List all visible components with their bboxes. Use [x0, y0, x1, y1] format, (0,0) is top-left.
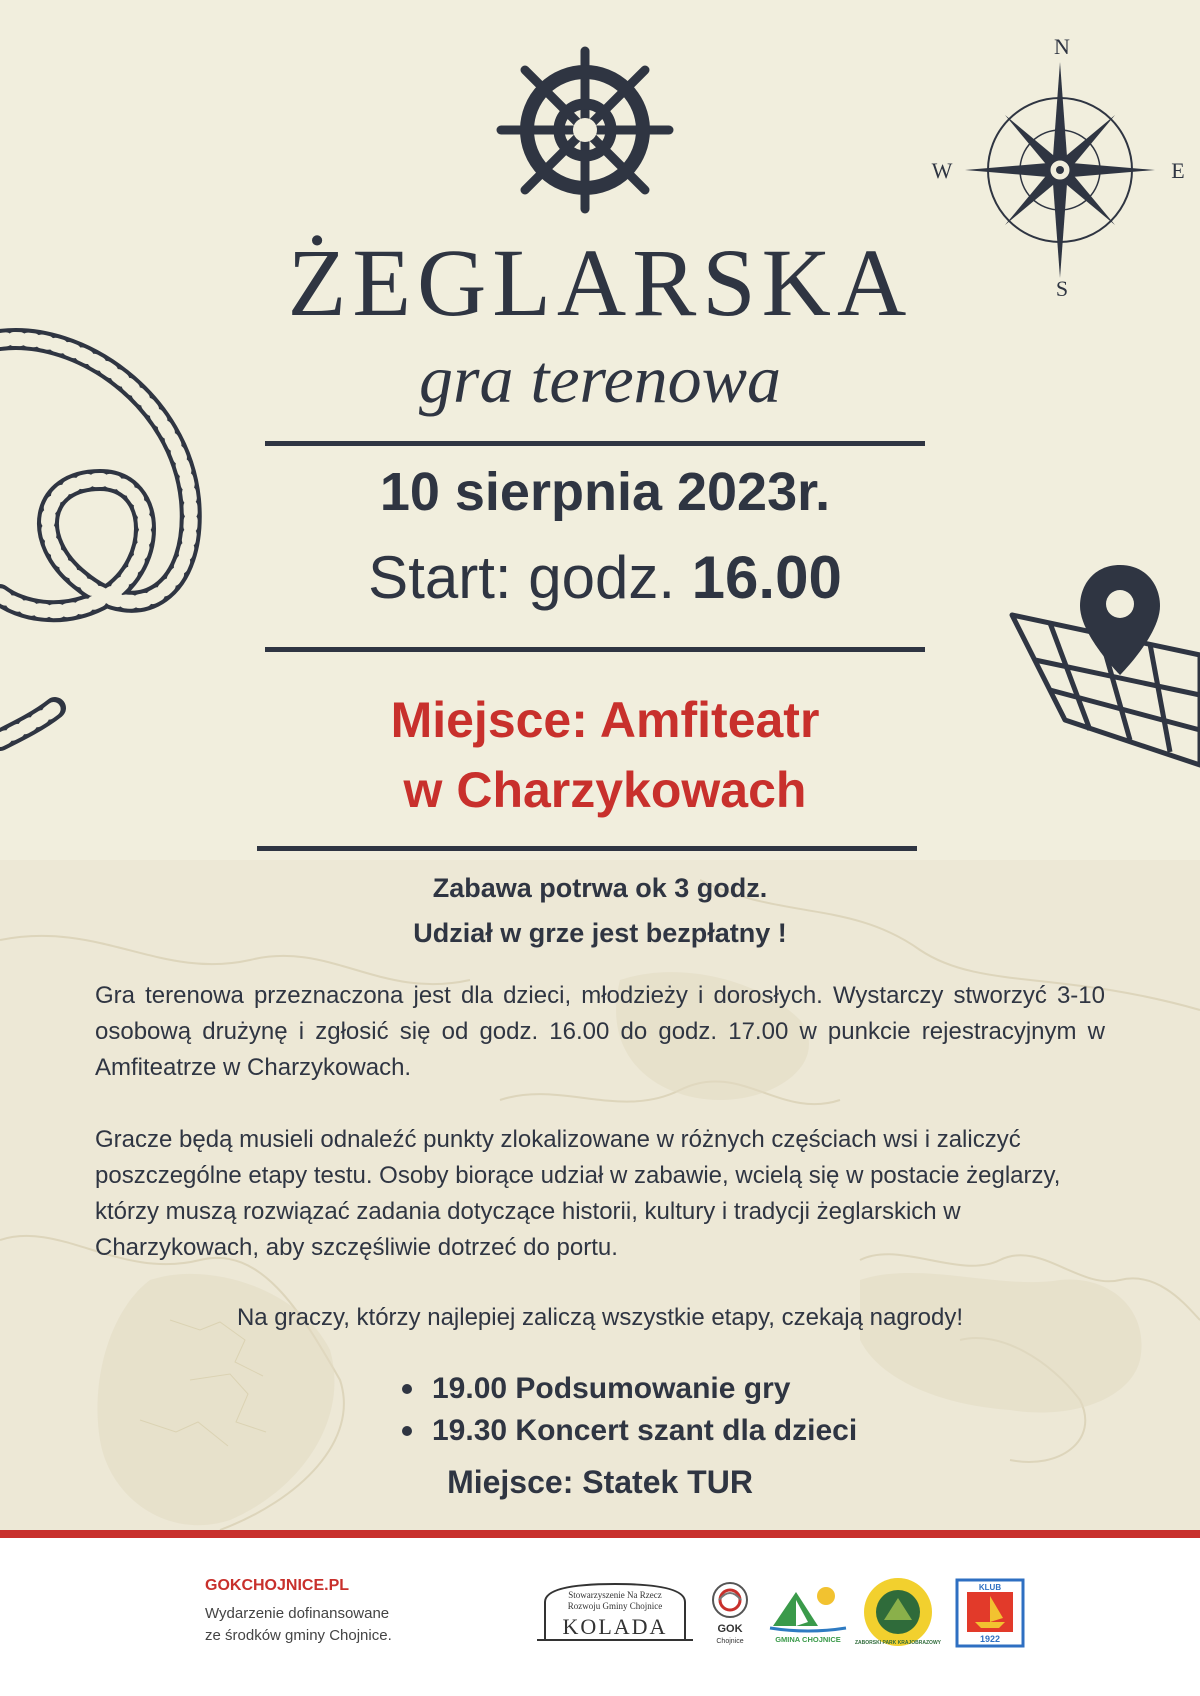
funding-line-1: Wydarzenie dofinansowane	[205, 1605, 390, 1622]
venue-line-1: Miejsce: Amfiteatr	[390, 692, 820, 748]
venue	[200, 685, 1010, 825]
prizes-text: Na graczy, którzy najlepiej zaliczą wszystkie etapy, czekają nagrody!	[236, 1304, 964, 1331]
svg-text:KLUB: KLUB	[978, 1583, 1002, 1592]
ship-wheel-icon	[495, 45, 675, 215]
divider-line	[265, 647, 925, 652]
start-time: 16.00	[691, 544, 842, 611]
gmina-chojnice-logo	[768, 1578, 848, 1646]
schedule-list	[400, 1368, 1000, 1452]
key-info	[200, 866, 1000, 956]
website-link[interactable]: GOKCHOJNICE.PL	[205, 1577, 350, 1594]
description-paragraph-2: Gracze będą musieli odnaleźć punkty zlokalizowane w różnych częściach wsi i zaliczyć poszczególne etapy testu. Osoby biorące udział w zabawie, wcielą się w postacie żeglarzy, którzy muszą rozwiązać zadania dotyczące historii, kultury i tradycji żeglarskich w Charzykowach, aby szczęśliwie dotrzeć do portu.	[95, 1126, 1061, 1261]
divider-line	[265, 441, 925, 446]
svg-text:Rozwoju Gminy Chojnice: Rozwoju Gminy Chojnice	[567, 1601, 663, 1611]
compass-north-label: N	[1054, 34, 1070, 59]
svg-text:Stowarzyszenie Na Rzecz: Stowarzyszenie Na Rzecz	[568, 1590, 662, 1600]
divider-line	[257, 846, 917, 851]
svg-text:Chojnice: Chojnice	[716, 1638, 744, 1645]
duration-text: Zabawa potrwa ok 3 godz.	[432, 873, 768, 903]
compass-south-label: S	[1055, 276, 1069, 301]
second-venue: Miejsce: Statek TUR	[447, 1464, 753, 1500]
funding-note	[205, 1603, 465, 1647]
event-date: 10 sierpnia 2023r.	[379, 462, 831, 522]
divider-band	[0, 1530, 1200, 1538]
klub-zeglarski-logo	[955, 1578, 1025, 1648]
compass-east-label: E	[1171, 158, 1185, 183]
start-label: Start: godz.	[368, 544, 675, 611]
funding-line-2: ze środków gminy Chojnice.	[205, 1627, 392, 1644]
compass-west-label: W	[931, 158, 953, 183]
schedule-item: 19.00 Podsumowanie gry	[400, 1368, 1000, 1410]
svg-text:GMINA CHOJNICE: GMINA CHOJNICE	[775, 1635, 841, 1644]
free-entry-text: Udział w grze jest bezpłatny !	[413, 918, 787, 948]
svg-text:1922: 1922	[979, 1634, 1001, 1644]
rope-knot-icon	[0, 330, 210, 770]
schedule-item: 19.30 Koncert szant dla dzieci	[400, 1410, 1000, 1452]
poster-title: ŻEGLARSKA	[287, 229, 913, 336]
event-start	[200, 544, 1010, 611]
zaborski-park-logo	[854, 1576, 942, 1648]
kolada-logo	[535, 1578, 695, 1646]
map-pin-icon	[1010, 560, 1200, 770]
poster-subtitle: gra terenowa	[418, 341, 781, 417]
svg-text:KOLADA: KOLADA	[562, 1614, 668, 1639]
svg-text:ZABORSKI PARK KRAJOBRAZOWY: ZABORSKI PARK KRAJOBRAZOWY	[854, 1640, 942, 1646]
venue-line-2: w Charzykowach	[403, 762, 807, 818]
svg-text:GOK: GOK	[717, 1623, 743, 1635]
gok-logo	[705, 1580, 755, 1646]
description-paragraph-1: Gra terenowa przeznaczona jest dla dzieci, młodzieży i dorosłych. Wystarczy stworzyć 3-10 osobową drużynę i zgłosić się od godz. 16.00 do godz. 17.00 w punkcie rejestracyjnym w Amfiteatrze w Charzykowach.	[95, 982, 1105, 1081]
